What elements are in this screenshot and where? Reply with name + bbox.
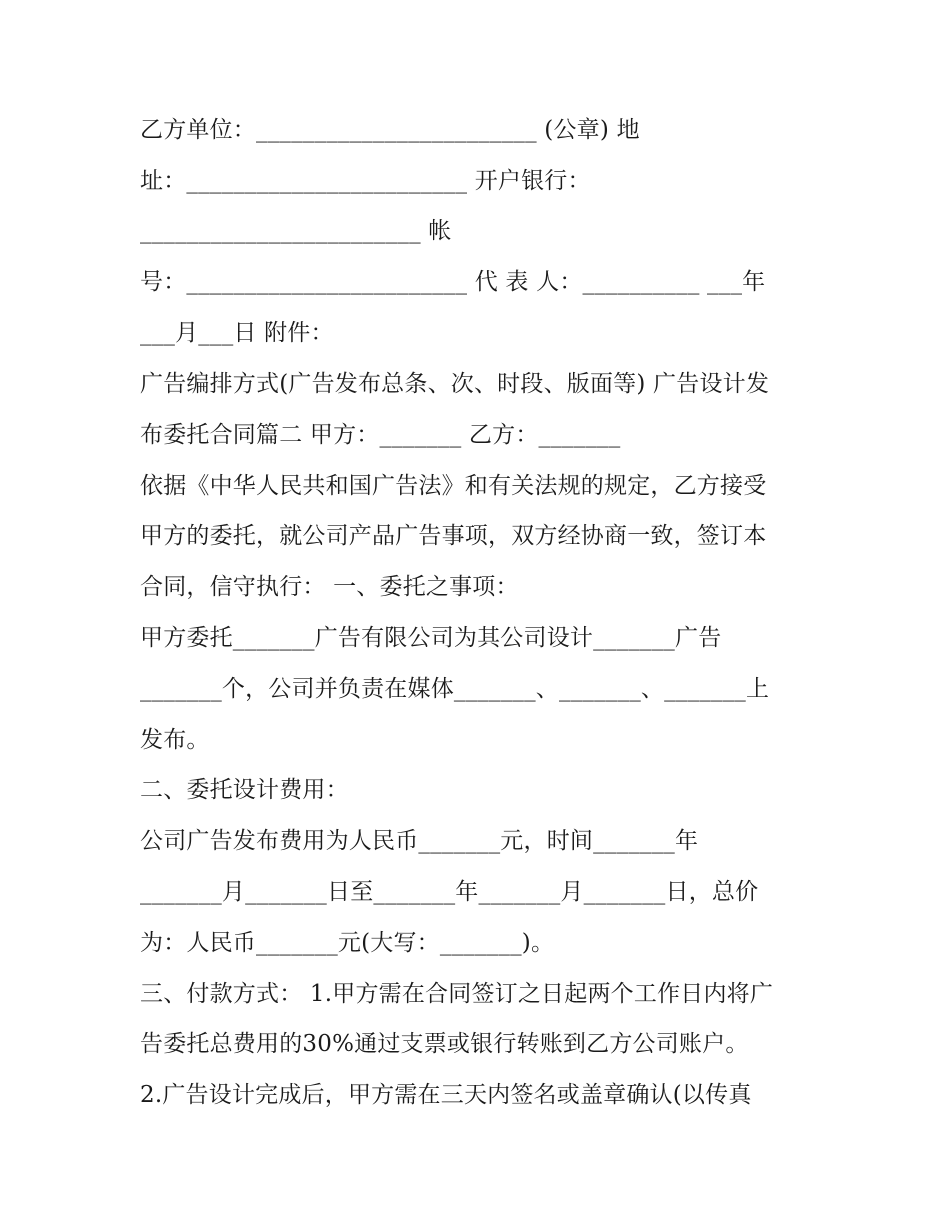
text-line-4: 号：________________________ 代 表 人：__________ ___年: [140, 269, 766, 295]
text-line-2: 址：________________________ 开户银行：: [140, 168, 591, 194]
text-line-19: 告委托总费用的30%通过支票或银行转账到乙方公司账户。: [140, 1031, 749, 1057]
text-line-14: 二、委托设计费用：: [140, 777, 349, 803]
text-line-13: 发布。: [140, 727, 210, 753]
text-line-12: _______个，公司并负责在媒体_______、_______、_______上: [140, 676, 770, 702]
text-line-6: 广告编排方式(广告发布总条、次、时段、版面等) 广告设计发: [140, 371, 770, 397]
text-line-11: 甲方委托_______广告有限公司为其公司设计_______广告: [140, 625, 722, 651]
text-line-7: 布委托合同篇二 甲方：_______ 乙方：_______: [140, 422, 621, 448]
text-line-16: _______月_______日至_______年_______月_______日，总价: [140, 879, 759, 905]
text-line-8: 依据《中华人民共和国广告法》和有关法规的规定，乙方接受: [140, 473, 767, 499]
text-line-18: 三、付款方式： 1.甲方需在合同签订之日起两个工作日内将广: [140, 981, 774, 1007]
text-line-17: 为：人民币_______元(大写：_______)。: [140, 930, 555, 956]
text-line-15: 公司广告发布费用为人民币_______元，时间_______年: [140, 828, 699, 854]
text-line-1: 乙方单位：________________________ (公章) 地: [140, 117, 640, 143]
text-line-9: 甲方的委托，就公司产品广告事项，双方经协商一致，签订本: [140, 523, 767, 549]
text-line-20: 2.广告设计完成后，甲方需在三天内签名或盖章确认(以传真: [140, 1082, 752, 1108]
text-line-10: 合同，信守执行： 一、委托之事项：: [140, 574, 519, 600]
text-line-3: ________________________ 帐: [140, 218, 452, 244]
text-line-5: ___月___日 附件：: [140, 320, 334, 346]
